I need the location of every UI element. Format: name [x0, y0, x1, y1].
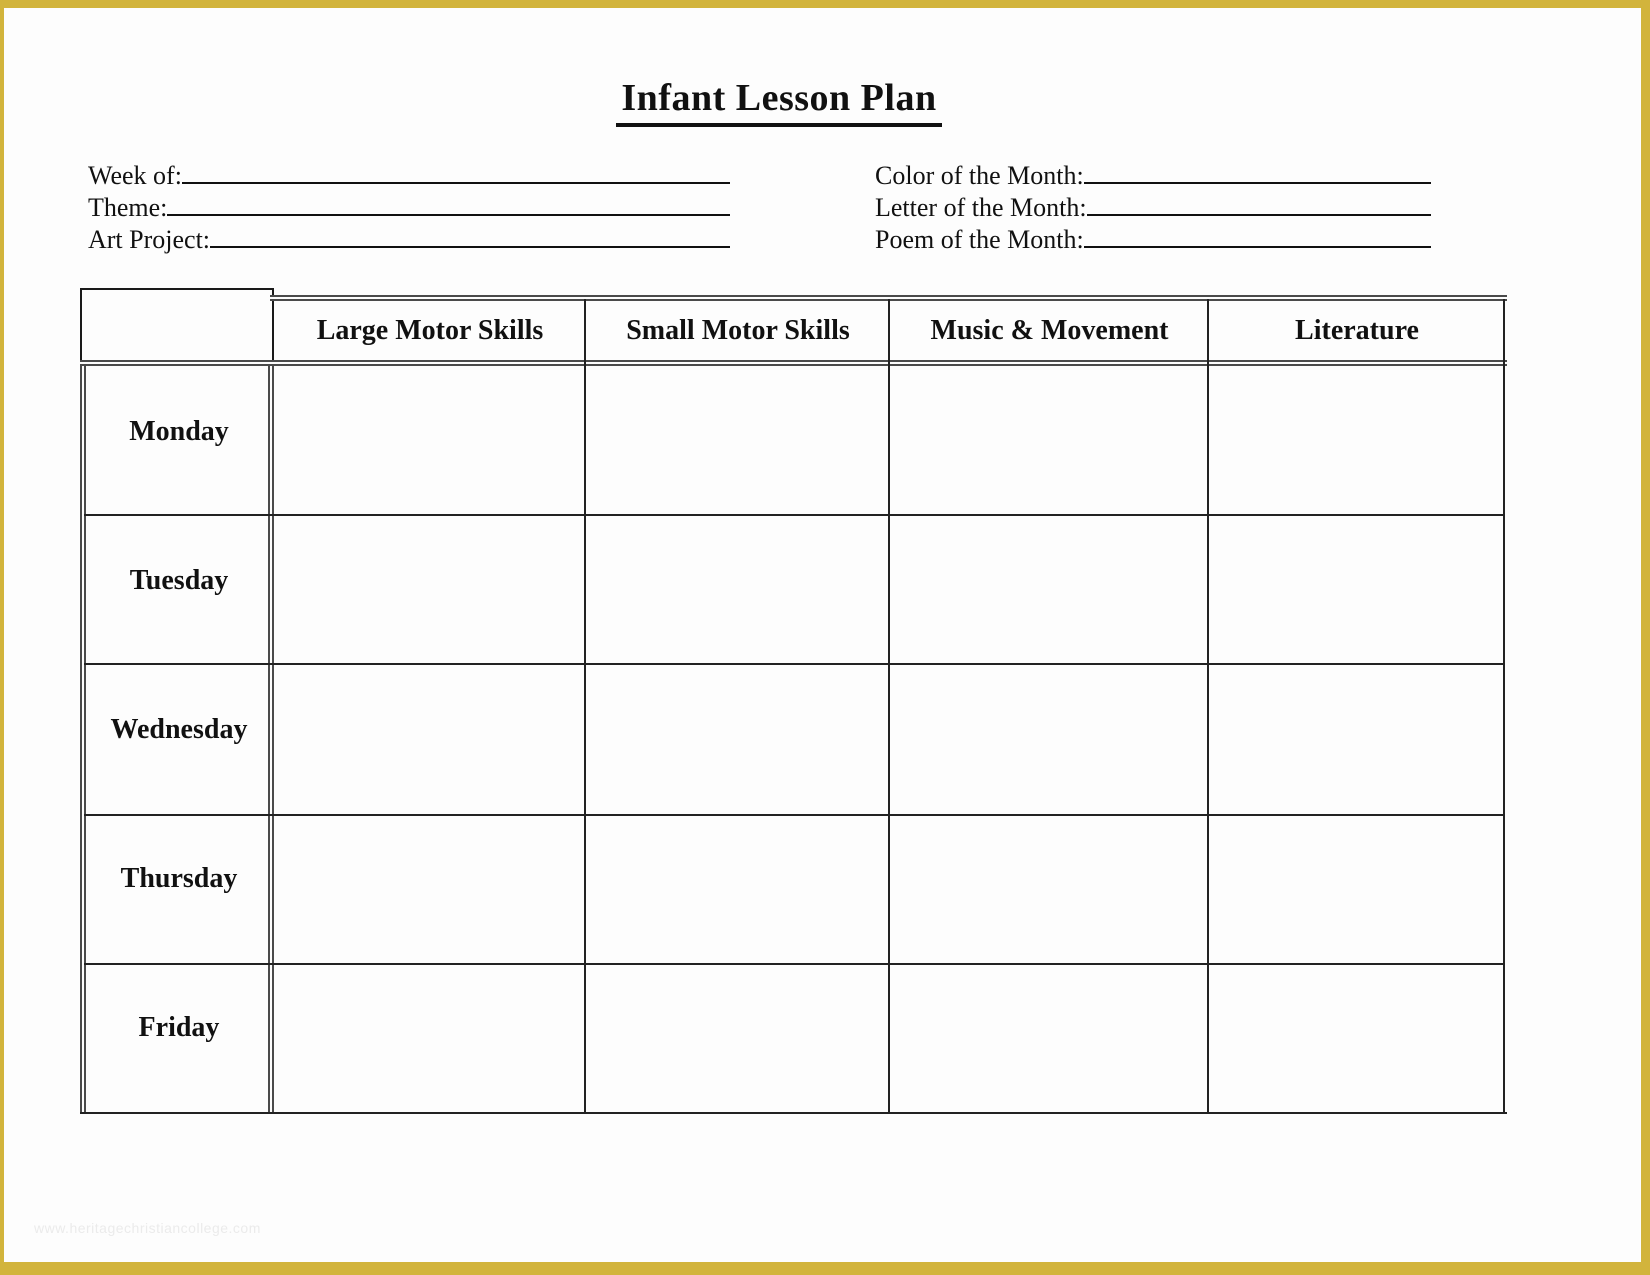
- letter-of-month-blank-line: [1087, 188, 1431, 216]
- cell-monday-small-motor: [586, 366, 890, 515]
- week-of-label: Week of:: [88, 161, 182, 190]
- left-field-group: [88, 156, 730, 252]
- cell-thursday-literature: [1209, 814, 1505, 963]
- color-of-month-blank-line: [1084, 156, 1431, 184]
- table-body: [84, 366, 1505, 1112]
- cell-wednesday-small-motor: [586, 664, 890, 813]
- letter-of-month-field: [875, 188, 1431, 220]
- art-project-label: Art Project:: [88, 225, 211, 254]
- art-project-blank-line: [210, 220, 730, 248]
- row-divider-1: [84, 514, 1505, 516]
- cell-monday-large-motor: [274, 366, 586, 515]
- week-of-field: [88, 156, 730, 188]
- column-header-large-motor-skills: Large Motor Skills: [316, 314, 544, 346]
- theme-field: [88, 188, 730, 220]
- cell-thursday-music: [890, 814, 1209, 963]
- cell-monday-music: [890, 366, 1209, 515]
- cell-tuesday-small-motor: [586, 515, 890, 664]
- column-header-literature: Literature: [1295, 314, 1419, 346]
- cell-wednesday-large-motor: [274, 664, 586, 813]
- cell-wednesday-literature: [1209, 664, 1505, 813]
- cell-thursday-large-motor: [274, 814, 586, 963]
- day-cell-friday: Friday: [138, 1012, 220, 1044]
- column-divider-2: [888, 299, 890, 1114]
- cell-friday-small-motor: [586, 963, 890, 1112]
- row-divider-3: [84, 814, 1505, 816]
- art-project-field: [88, 220, 730, 252]
- table-bottom-rule: [80, 1112, 1507, 1114]
- column-header-music-movement: Music & Movement: [930, 314, 1169, 346]
- title-wrap: [4, 76, 1554, 127]
- right-field-group: [875, 156, 1431, 252]
- page-title: Infant Lesson Plan: [616, 76, 941, 127]
- corner-cell: [80, 288, 274, 366]
- poem-of-month-blank-line: [1084, 220, 1431, 248]
- column-header-small-motor-skills: Small Motor Skills: [626, 314, 850, 346]
- day-cell-wednesday: Wednesday: [110, 713, 248, 745]
- column-divider-1: [584, 299, 586, 1114]
- cell-tuesday-large-motor: [274, 515, 586, 664]
- row-divider-2: [84, 663, 1505, 665]
- header-bottom-rule: [80, 360, 1507, 366]
- poem-of-month-field: [875, 220, 1431, 252]
- cell-friday-music: [890, 963, 1209, 1112]
- cell-tuesday-literature: [1209, 515, 1505, 664]
- letter-of-month-label: Letter of the Month:: [875, 193, 1087, 222]
- theme-label: Theme:: [88, 193, 168, 222]
- day-cell-tuesday: Tuesday: [129, 564, 229, 596]
- cell-thursday-small-motor: [586, 814, 890, 963]
- cell-monday-literature: [1209, 366, 1505, 515]
- sheet: [4, 8, 1641, 1262]
- watermark: www.heritagechristiancollege.com: [34, 1220, 261, 1236]
- theme-blank-line: [167, 188, 730, 216]
- week-of-blank-line: [182, 156, 730, 184]
- color-of-month-field: [875, 156, 1431, 188]
- day-cell-thursday: Thursday: [120, 863, 238, 895]
- cell-friday-literature: [1209, 963, 1505, 1112]
- color-of-month-label: Color of the Month:: [875, 161, 1084, 190]
- cell-wednesday-music: [890, 664, 1209, 813]
- poem-of-month-label: Poem of the Month:: [875, 225, 1084, 254]
- day-cell-monday: Monday: [129, 415, 229, 447]
- table-right-rule: [1503, 299, 1505, 1114]
- cell-tuesday-music: [890, 515, 1209, 664]
- cell-friday-large-motor: [274, 963, 586, 1112]
- row-divider-4: [84, 963, 1505, 965]
- day-column-left-rule: [80, 366, 86, 1114]
- column-divider-3: [1207, 299, 1209, 1114]
- day-column-right-rule: [268, 366, 274, 1114]
